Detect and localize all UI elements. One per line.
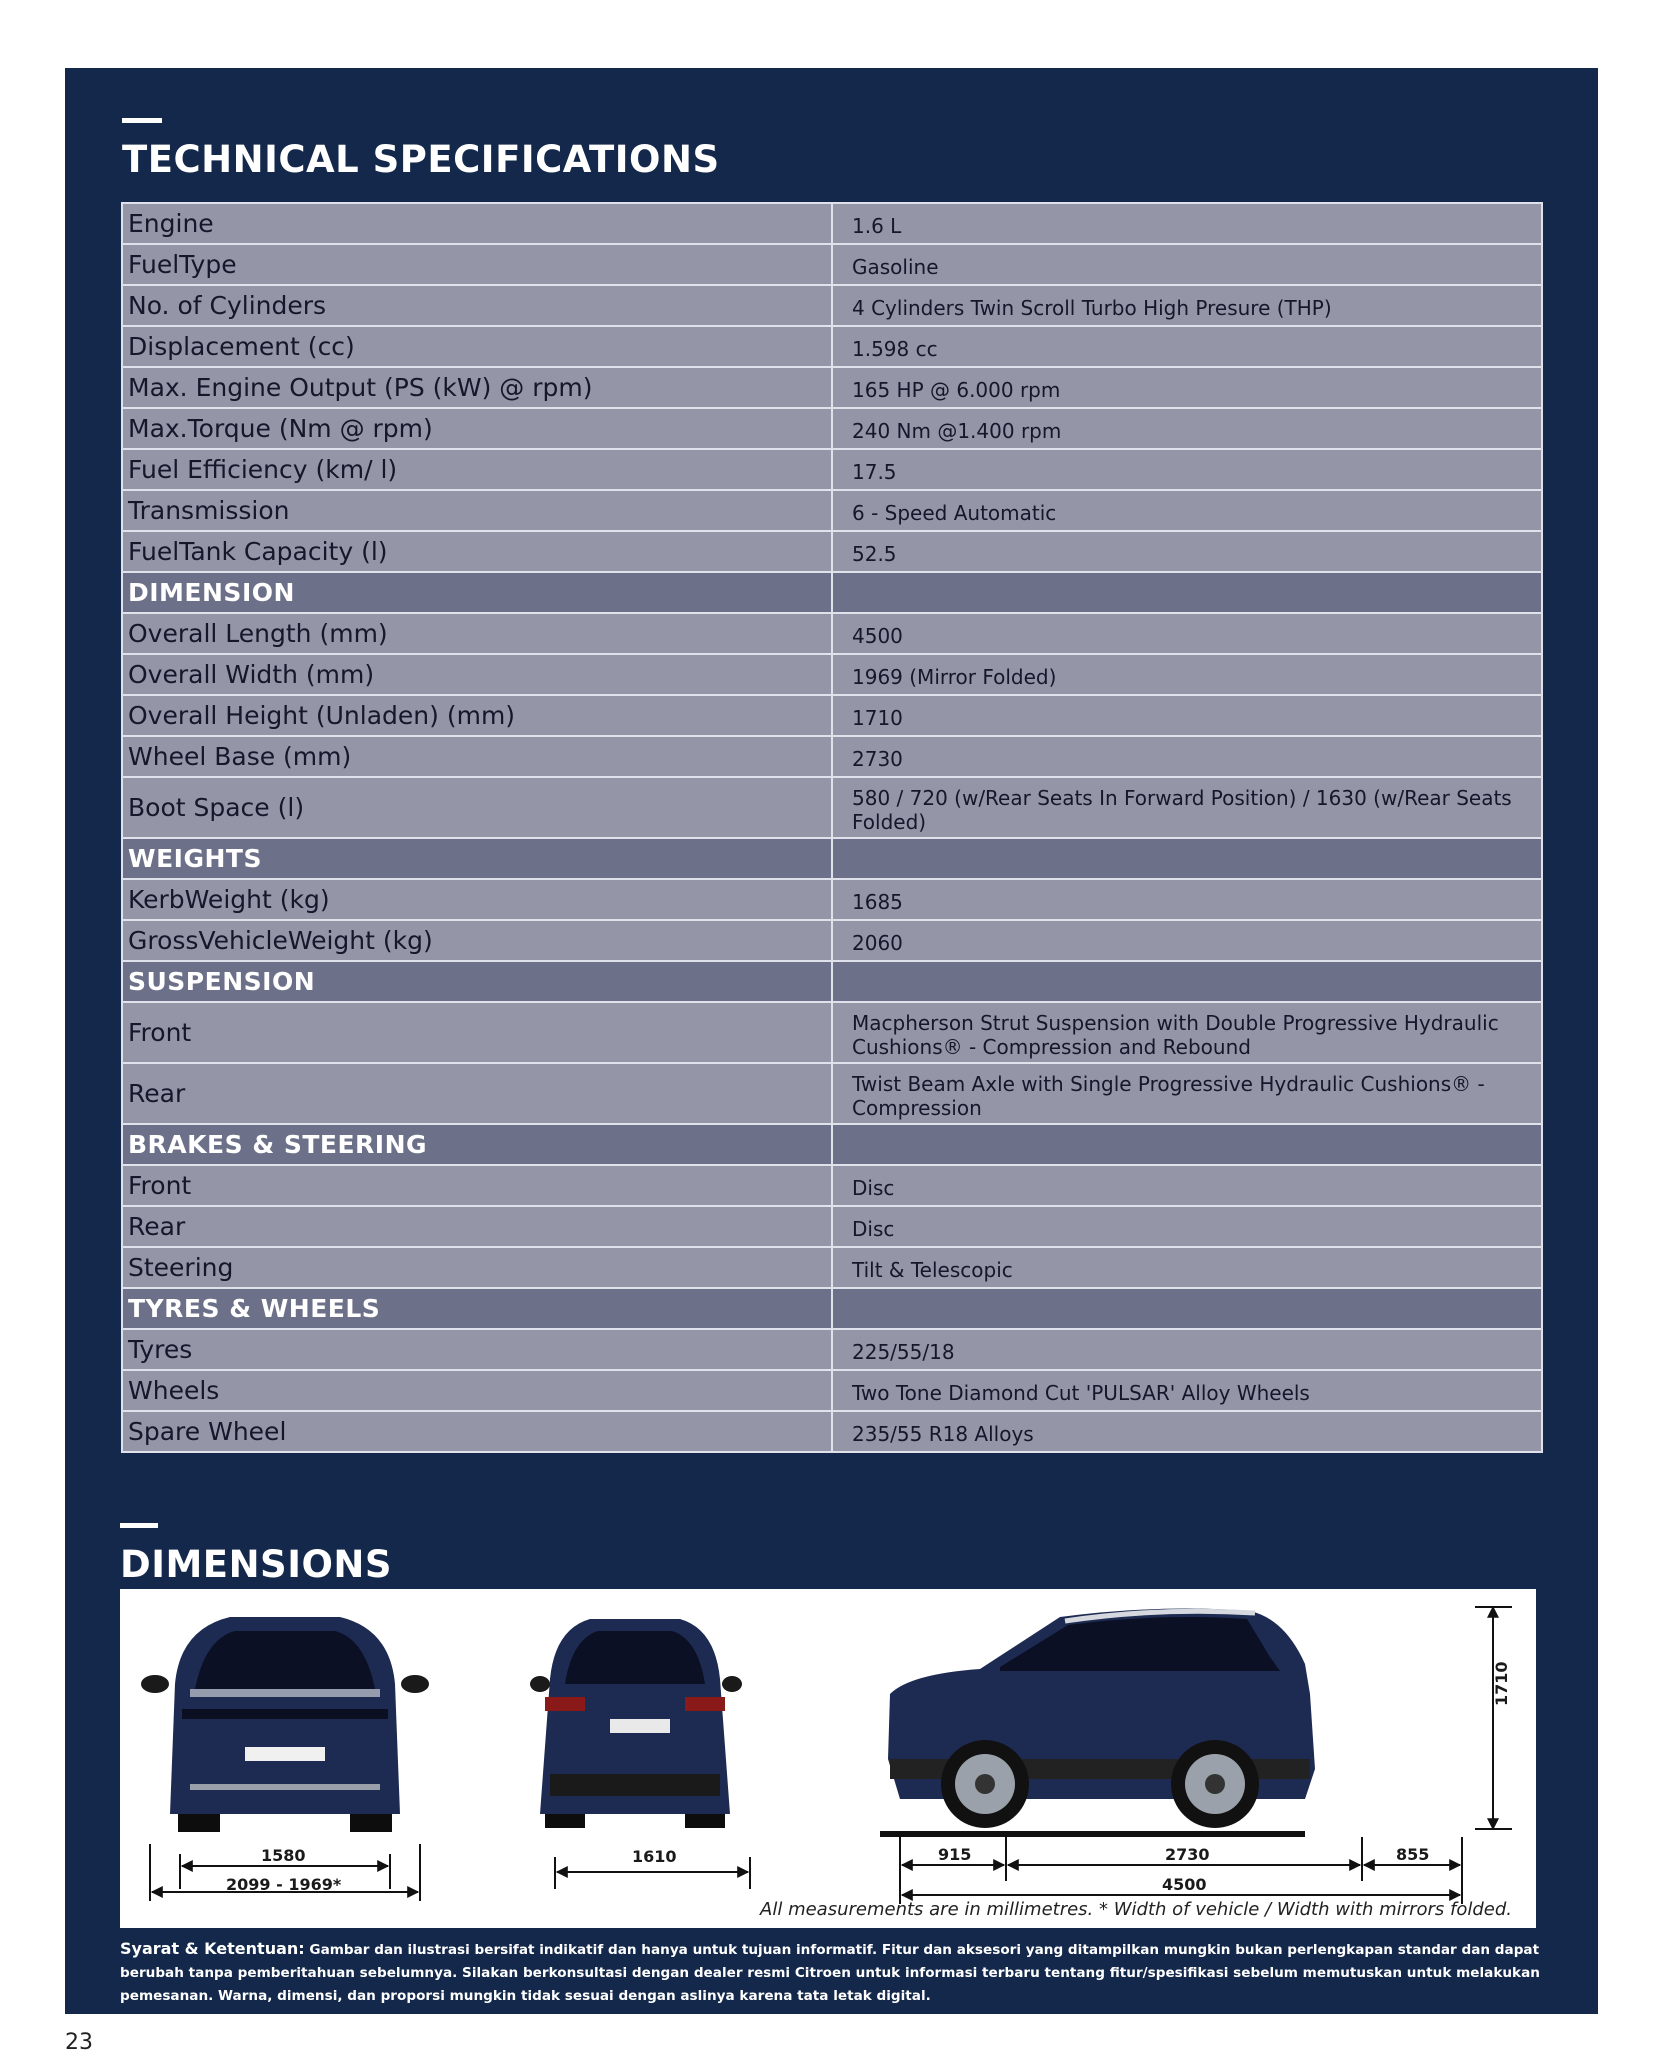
section-row-brakes	[122, 1124, 1542, 1165]
section-title: DIMENSION	[122, 572, 832, 613]
spec-value: 240 Nm @1.400 rpm	[832, 408, 1542, 449]
length-value: 4500	[1162, 1875, 1207, 1894]
spec-label: Front	[122, 1002, 832, 1063]
spec-label: KerbWeight (kg)	[122, 879, 832, 920]
table-row	[122, 1002, 1542, 1063]
table-row	[122, 1411, 1542, 1452]
spec-value: 1710	[832, 695, 1542, 736]
spec-label: Wheel Base (mm)	[122, 736, 832, 777]
spec-label: Transmission	[122, 490, 832, 531]
spec-label: Tyres	[122, 1329, 832, 1370]
spec-label: Displacement (cc)	[122, 326, 832, 367]
section-blank	[832, 961, 1542, 1002]
table-row	[122, 736, 1542, 777]
section-blank	[832, 1124, 1542, 1165]
dimensions-figure	[120, 1589, 1536, 1928]
table-row	[122, 326, 1542, 367]
rear-overhang-value: 855	[1396, 1845, 1430, 1864]
front-track-value: 1580	[261, 1846, 306, 1865]
spec-value: Disc	[832, 1206, 1542, 1247]
spec-label: Boot Space (l)	[122, 777, 832, 838]
spec-value: 4500	[832, 613, 1542, 654]
spec-value: 1685	[832, 879, 1542, 920]
section-blank	[832, 572, 1542, 613]
spec-label: FuelTank Capacity (l)	[122, 531, 832, 572]
spec-label: Engine	[122, 203, 832, 244]
table-row	[122, 1329, 1542, 1370]
table-row	[122, 244, 1542, 285]
table-row	[122, 695, 1542, 736]
rear-track-value: 1610	[632, 1847, 677, 1866]
section-blank	[832, 838, 1542, 879]
spec-label: Spare Wheel	[122, 1411, 832, 1452]
spec-value: 1969 (Mirror Folded)	[832, 654, 1542, 695]
table-row	[122, 285, 1542, 326]
table-row	[122, 1247, 1542, 1288]
table-row	[122, 1063, 1542, 1124]
spec-value: 52.5	[832, 531, 1542, 572]
spec-label: Max.Torque (Nm @ rpm)	[122, 408, 832, 449]
spec-value: 4 Cylinders Twin Scroll Turbo High Presure (THP)	[832, 285, 1542, 326]
spec-value: 235/55 R18 Alloys	[832, 1411, 1542, 1452]
spec-value: 1.598 cc	[832, 326, 1542, 367]
spec-label: Overall Length (mm)	[122, 613, 832, 654]
terms-title: Syarat & Ketentuan:	[120, 1939, 305, 1958]
heading-dash	[122, 118, 162, 123]
spec-label: FuelType	[122, 244, 832, 285]
dimensions-dash	[120, 1523, 158, 1528]
spec-value: Twist Beam Axle with Single Progressive Hydraulic Cushions® - Compression	[832, 1063, 1542, 1124]
technical-specifications-heading: TECHNICAL SPECIFICATIONS	[122, 138, 720, 181]
table-row	[122, 1370, 1542, 1411]
section-row-tyres	[122, 1288, 1542, 1329]
section-title: SUSPENSION	[122, 961, 832, 1002]
spec-value: Disc	[832, 1165, 1542, 1206]
spec-value: 2060	[832, 920, 1542, 961]
spec-label: Max. Engine Output (PS (kW) @ rpm)	[122, 367, 832, 408]
spec-value: 2730	[832, 736, 1542, 777]
table-row	[122, 613, 1542, 654]
dimensions-heading: DIMENSIONS	[120, 1543, 393, 1586]
spec-value: 17.5	[832, 449, 1542, 490]
table-row	[122, 1165, 1542, 1206]
table-row	[122, 490, 1542, 531]
spec-value: 1.6 L	[832, 203, 1542, 244]
spec-label: Wheels	[122, 1370, 832, 1411]
spec-label: Front	[122, 1165, 832, 1206]
table-row	[122, 1206, 1542, 1247]
table-row	[122, 367, 1542, 408]
table-row	[122, 777, 1542, 838]
spec-value: Tilt & Telescopic	[832, 1247, 1542, 1288]
table-row	[122, 920, 1542, 961]
spec-label: Overall Height (Unladen) (mm)	[122, 695, 832, 736]
spec-value: Macpherson Strut Suspension with Double Progressive Hydraulic Cushions® - Compression and Rebound	[832, 1002, 1542, 1063]
section-title: TYRES & WHEELS	[122, 1288, 832, 1329]
spec-value: 6 - Speed Automatic	[832, 490, 1542, 531]
section-title: WEIGHTS	[122, 838, 832, 879]
table-row	[122, 449, 1542, 490]
section-title: BRAKES & STEERING	[122, 1124, 832, 1165]
spec-label: Overall Width (mm)	[122, 654, 832, 695]
spec-table	[121, 202, 1543, 1453]
car-rear-view	[530, 1619, 742, 1828]
spec-value: Two Tone Diamond Cut 'PULSAR' Alloy Wheels	[832, 1370, 1542, 1411]
measurement-note: All measurements are in millimetres. * Width of vehicle / Width with mirrors folded.	[760, 1899, 1512, 1920]
table-row	[122, 531, 1542, 572]
page-number: 23	[65, 2030, 93, 2055]
table-row	[122, 408, 1542, 449]
spec-value: Gasoline	[832, 244, 1542, 285]
spec-value: 165 HP @ 6.000 rpm	[832, 367, 1542, 408]
front-overhang-value: 915	[938, 1845, 972, 1864]
spec-label: Fuel Efficiency (km/ l)	[122, 449, 832, 490]
car-front-view	[141, 1617, 429, 1832]
section-row-suspension	[122, 961, 1542, 1002]
section-row-weights	[122, 838, 1542, 879]
height-value: 1710	[1492, 1661, 1511, 1706]
terms-body: Gambar dan ilustrasi bersifat indikatif dan hanya untuk tujuan informatif. Fitur dan aksesori yang ditampilkan mungkin bukan perlengkapan standar dan dapat berubah tanpa pemberitahuan sebelumnya. Silakan berkonsultasi dengan dealer resmi Citroen untuk informasi terbaru tentang fitur/spesifikasi sebelum memutuskan untuk melakukan pemesanan. Warna, dimensi, dan proporsi mungkin tidak sesuai dengan aslinya karena tata letak digital.	[120, 1942, 1540, 2004]
spec-label: Rear	[122, 1063, 832, 1124]
spec-label: Rear	[122, 1206, 832, 1247]
terms-text	[120, 1937, 1545, 2008]
spec-label: Steering	[122, 1247, 832, 1288]
front-width-value: 2099 - 1969*	[226, 1875, 342, 1894]
wheelbase-value: 2730	[1165, 1845, 1210, 1864]
spec-label: GrossVehicleWeight (kg)	[122, 920, 832, 961]
spec-value: 225/55/18	[832, 1329, 1542, 1370]
spec-label: No. of Cylinders	[122, 285, 832, 326]
section-blank	[832, 1288, 1542, 1329]
spec-value: 580 / 720 (w/Rear Seats In Forward Position) / 1630 (w/Rear Seats Folded)	[832, 777, 1542, 838]
section-row-dimension	[122, 572, 1542, 613]
car-side-view	[880, 1609, 1315, 1837]
table-row	[122, 203, 1542, 244]
table-row	[122, 654, 1542, 695]
table-row	[122, 879, 1542, 920]
